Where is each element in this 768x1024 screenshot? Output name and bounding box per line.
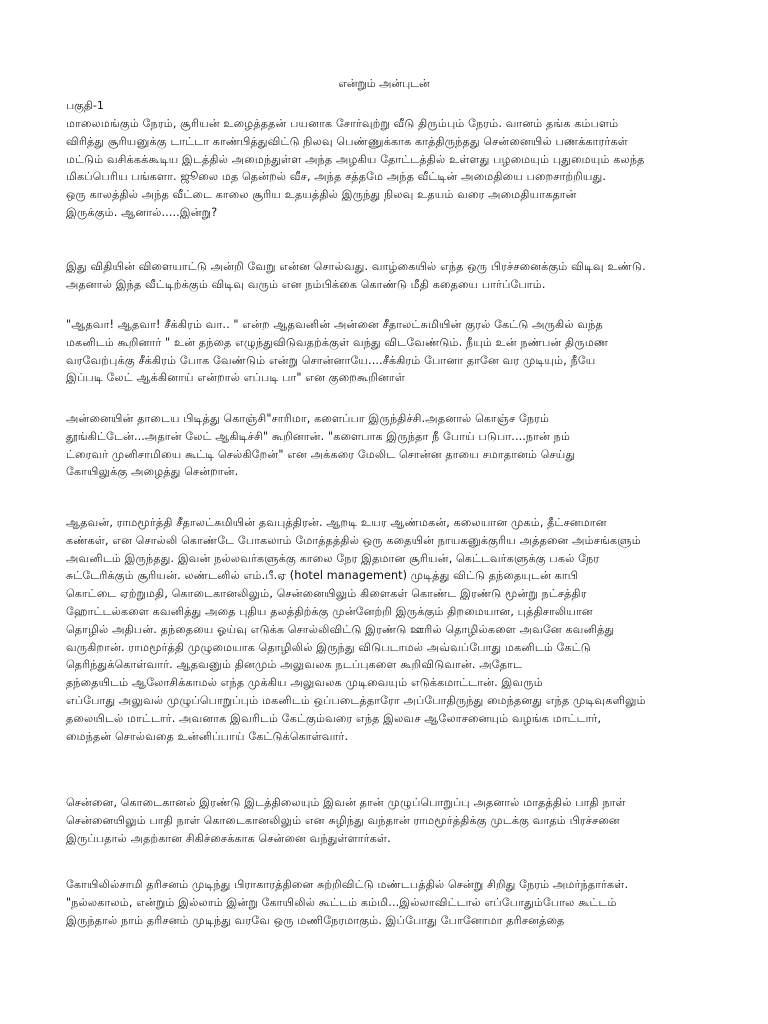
- text-line: அதனால் இந்த வீட்டிற்க்கும் விடிவு வரும் என நம்பிக்கை கொண்டு மீதி கதையை பார்ப்போம்.: [66, 277, 546, 291]
- text-line: தலையிடல் மாட்டார். அவனாக இவரிடம் கேட்கும்வரை எந்த இலவச ஆலோசனையும் வழங்க மாட்டார்,: [66, 711, 602, 725]
- paragraph-2: [66, 258, 714, 294]
- text-line: "ஆதவா! ஆதவா! சீக்கிரம் வா.. " என்ற ஆதவனின் அன்னை சீதாலட்சுமியின் குரல் கேட்டு அருகில் வந்த: [66, 318, 603, 331]
- text-line: கொட்டை ஏற்றுமதி, கொடைகானலிலும், சென்னையிலும் கிளைகள் கொண்ட இரண்டு மூன்று நட்சத்திர: [66, 587, 587, 601]
- text-line: மட்டும் வசிக்கக்கூடிய இடத்தில் அமைந்துள்ள அந்த அழகிய தோட்டத்தில் உள்ளது பழமையும் புதுமையும் கலந்த: [66, 152, 645, 166]
- text-line: சென்னையிலும் பாதி நாள் கொடைகானலிலும் என சுழிந்து வந்தான் ராமமூர்த்திக்கு முடக்கு வாதம் பிரச்சனை: [66, 813, 620, 827]
- text-line: கண்கள், என சொல்லி கொண்டே போகலாம் மோத்தத்தில் ஒரு கதையின் நாயகனுக்குரிய அத்தனை அம்சங்களும்: [66, 533, 641, 547]
- text-line: மைந்தன் சொல்வதை உன்னிப்பாய் கேட்டுக்கொள்வார்.: [66, 729, 349, 743]
- text-line: மகனிடம் கூறினார் " உன் தந்தை எழுந்துவிடுவதற்க்குள் வந்து விடவேண்டும். நீயும் உன் நண்பன் திருமண: [66, 335, 609, 349]
- text-line: ஆதவன், ராமமூர்த்தி சீதாலட்சுமியின் தவபுத்திரன். ஆறடி உயர ஆண்மகன், கலையான முகம், தீட்சனமான: [66, 516, 607, 529]
- document-title: என்றும் அன்புடன்: [338, 77, 430, 90]
- text-line: இருந்தால் நாம் தரிசனம் முடிந்து வரவே ஒரு மணிநேரமாகும். இப்போது போனோமா தரிசனத்தை: [66, 913, 565, 927]
- paragraph-1: [66, 115, 714, 222]
- text-line: தந்தையிடம் ஆலோசிக்காமல் எந்த முக்கிய அலுவலக முடிவையும் எடுக்கமாட்டான். இவரும்: [66, 676, 543, 690]
- text-line: ஹோட்டல்களை கவனித்து அதை புதிய தலத்திற்க்கு முன்னேற்றி இருக்கும் திறமையான, புத்திசாலியான: [66, 604, 593, 618]
- text-line: "நல்லகாலம், என்றும் இல்லாம் இன்று கோயிலில் கூட்டம் கம்மி...இல்லாவிட்டால் எப்போதும்போல கூட்டம்: [66, 895, 617, 909]
- text-line: ஒரு காலத்தில் அந்த வீட்டை காலை சூரிய உதயத்தில் இருந்து நிலவு உதயம் வரை அமைதியாகதான்: [66, 188, 577, 202]
- text-line: இருக்கும். ஆனால்.....இன்று?: [66, 205, 218, 219]
- text-line: சென்னை, கொடைகானல் இரண்டு இடத்திலையும் இவன் தான் முழுப்பொறுப்பு அதனால் மாதத்தில் பாதி நாள்: [66, 796, 626, 809]
- text-line: தொழில் அதிபன். தந்தையை ஓய்வு எடுக்க சொல்லிவிட்டு இரண்டு ஊரில் தொழில்களை அவனே கவனித்து: [66, 622, 615, 636]
- text-line: வரவேற்புக்கு சீக்கிரம் போக வேண்டும் என்று சொன்னாயே....சீக்கிரம் போனா தானே வர முடியும், நீயே: [66, 353, 596, 367]
- text-line: கோயிலில்சாமி தரிசனம் முடிந்து பிராகாரத்தினை சுற்றிவிட்டு மண்டபத்தில் சென்று சிறிது நேரம் அமர்ந்தார்கள்.: [66, 878, 629, 891]
- text-line: சுட்டேரிக்கும் சூரியன். லண்டனில் எம்.பீ.ஏ (hotel management) முடித்து விட்டு தந்தையுடன் காபி: [66, 569, 579, 583]
- text-line: அன்னையின் தாடைய பிடித்து கொஞ்சி"சாரிமா, களைப்பா இருந்திச்சி.அதனால் கொஞ்ச நேரம்: [66, 412, 550, 425]
- paragraph-7: [66, 876, 714, 929]
- text-line: தெரிந்துக்கொள்வார். ஆதவனும் தினமும் அலுவலக நடப்புகளை கூறிவிடுவான். அதோட: [66, 658, 522, 672]
- text-line: இது விதியின் விளையாட்டு அன்றி வேறு என்ன சொல்வது. வாழ்கையில் எந்த ஒரு பிரச்சனைக்கும் விடிவு உண்டு.: [66, 260, 646, 273]
- text-line: தூங்கிட்டேன்...அதான் லேட் ஆகிடிச்சி" கூறினான். "களைபாக இருந்தா நீ போய் படுபா....நான் நம்: [66, 429, 571, 443]
- text-line: இருப்பதால் அதற்கான சிகிச்சைக்காக சென்னை வந்துள்ளார்கள்.: [66, 831, 391, 845]
- text-line: விரித்து சூரியனுக்கு டாட்டா காண்பித்துவிட்டு நிலவு பெண்ணுக்காக காத்திருந்தது சென்னையில் பணக்காரர்கள்: [66, 134, 628, 148]
- paragraph-3: [66, 316, 714, 387]
- text-line: அவனிடம் இருந்தது. இவன் நல்லவர்களுக்கு காலை நேர இதமான சூரியன், கெட்டவர்களுக்கு பகல் நேர: [66, 551, 600, 565]
- text-line: கோயிலுக்கு அழைத்து சென்றான்.: [66, 465, 239, 479]
- text-line: எப்போது அலுவல் முழுப்பொறுப்பும் மகனிடம் ஒப்படைத்தாரோ அப்போதிருந்து மைந்தனது எந்த முடிவுகளிலும்: [66, 693, 646, 707]
- paragraph-4: [66, 410, 714, 481]
- text-line: ட்ரைவர் முனிசாமியை கூட்டி செல்கிறேன்" என அக்கரை மேலிட சொன்ன தாயை சமாதானம் செய்து: [66, 447, 576, 461]
- section-heading: பகுதி-1: [66, 99, 104, 112]
- paragraph-6: [66, 794, 714, 847]
- text-line: வருகிறான். ராமமூர்த்தி முழுமையாக தொழிலில் இருந்து விடுபடாமல் அவ்வப்போது மகனிடம் கேட்டு: [66, 640, 591, 654]
- paragraph-5: [66, 514, 714, 745]
- text-line: மாலைமங்கும் நேரம், சூரியன் உழைத்ததன் பயனாக சோர்வுற்று வீடு திரும்பும் நேரம். வானம் தங்க கம்பளம்: [66, 117, 619, 130]
- text-line: மிகப்பெரிய பங்களா. ஜூலை மத தென்றல் வீச, அந்த சத்தமே அந்த வீட்டின் அமைதியை பறைசாற்றியது.: [66, 170, 607, 184]
- text-line: இப்படி லேட் ஆக்கினாய் என்றால் எப்படி பா" என குறைகூறினாள்: [66, 371, 406, 385]
